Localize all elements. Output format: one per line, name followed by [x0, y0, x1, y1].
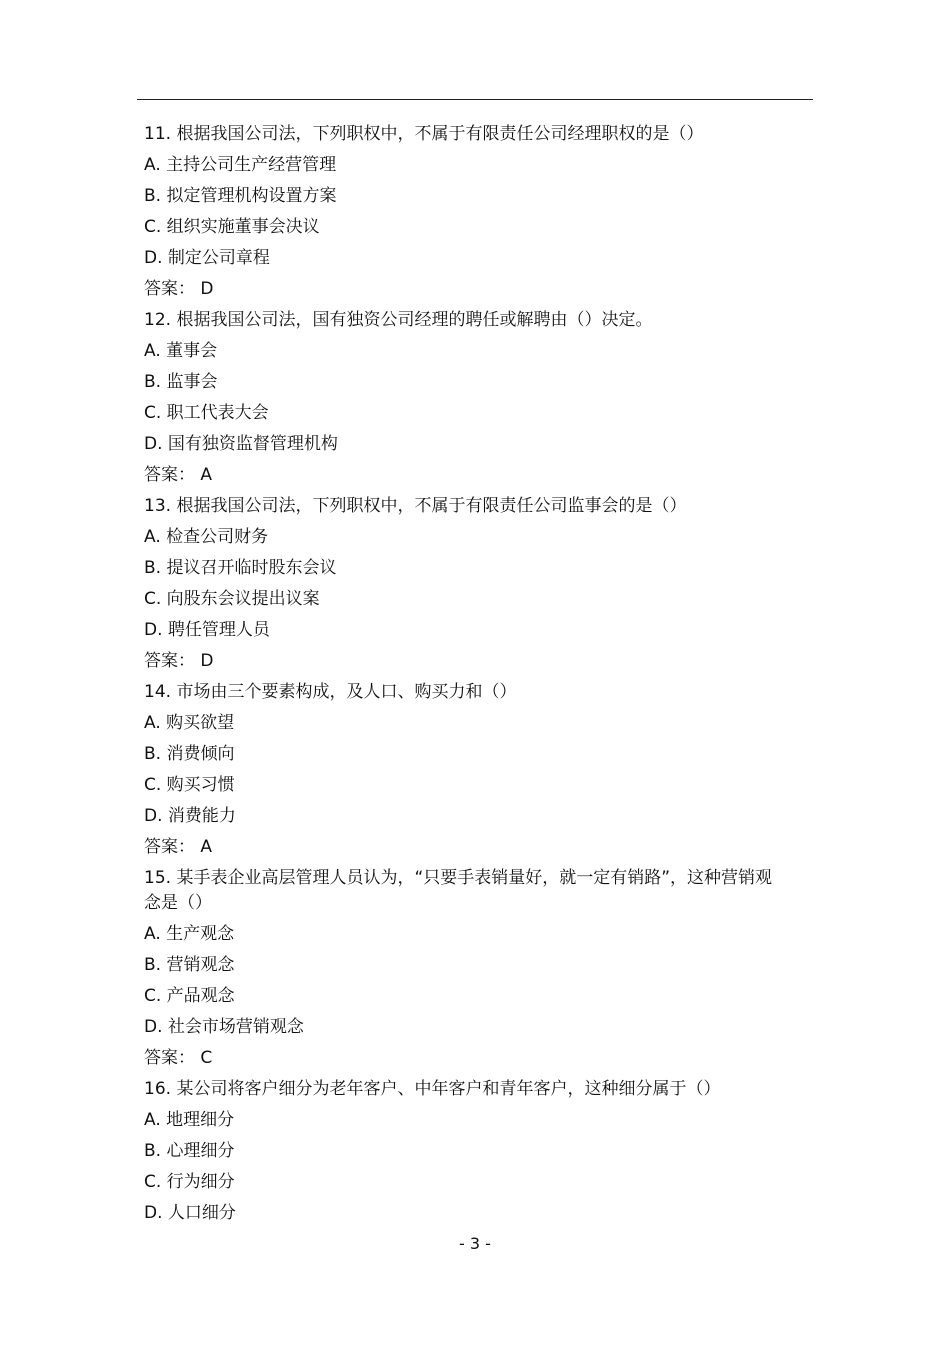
option-d: D. 聘任管理人员: [144, 620, 270, 640]
option-d: D. 制定公司章程: [144, 248, 270, 268]
option-b: B. 消费倾向: [144, 744, 235, 764]
question-list: [144, 119, 784, 1229]
answer: 答案： D: [144, 279, 214, 299]
option-b: B. 提议召开临时股东会议: [144, 558, 337, 578]
question-title: 14. 市场由三个要素构成，及人口、购买力和（）: [144, 682, 517, 702]
option-c: C. 组织实施董事会决议: [144, 217, 320, 237]
answer: 答案： A: [144, 465, 213, 485]
option-b: B. 拟定管理机构设置方案: [144, 186, 337, 206]
page-number: - 3 -: [459, 1234, 491, 1253]
option-a: A. 购买欲望: [144, 713, 235, 733]
option-d: D. 人口细分: [144, 1203, 236, 1223]
option-d: D. 社会市场营销观念: [144, 1017, 304, 1037]
option-d: D. 国有独资监督管理机构: [144, 434, 338, 454]
option-d: D. 消费能力: [144, 806, 236, 826]
option-b: B. 监事会: [144, 372, 218, 392]
answer: 答案： D: [144, 651, 214, 671]
option-a: A. 地理细分: [144, 1110, 235, 1130]
option-a: A. 董事会: [144, 341, 218, 361]
question-title: 11. 根据我国公司法，下列职权中，不属于有限责任公司经理职权的是（）: [144, 124, 704, 144]
option-c: C. 职工代表大会: [144, 403, 269, 423]
question-title: 12. 根据我国公司法，国有独资公司经理的聘任或解聘由（）决定。: [144, 310, 653, 330]
option-c: C. 产品观念: [144, 986, 235, 1006]
answer: 答案： A: [144, 837, 213, 857]
option-c: C. 向股东会议提出议案: [144, 589, 320, 609]
answer: 答案： C: [144, 1048, 213, 1068]
option-b: B. 营销观念: [144, 955, 235, 975]
option-c: C. 行为细分: [144, 1172, 235, 1192]
option-a: A. 主持公司生产经营管理: [144, 155, 337, 175]
option-a: A. 检查公司财务: [144, 527, 269, 547]
question-title: 15. 某手表企业高层管理人员认为，“只要手表销量好，就一定有销路”，这种营销观念是（）: [144, 868, 773, 913]
question-title: 13. 根据我国公司法，下列职权中，不属于有限责任公司监事会的是（）: [144, 496, 687, 516]
option-a: A. 生产观念: [144, 924, 235, 944]
option-b: B. 心理细分: [144, 1141, 235, 1161]
header-rule: [137, 99, 813, 100]
option-c: C. 购买习惯: [144, 775, 235, 795]
question-title: 16. 某公司将客户细分为老年客户、中年客户和青年客户，这种细分属于（）: [144, 1079, 721, 1099]
